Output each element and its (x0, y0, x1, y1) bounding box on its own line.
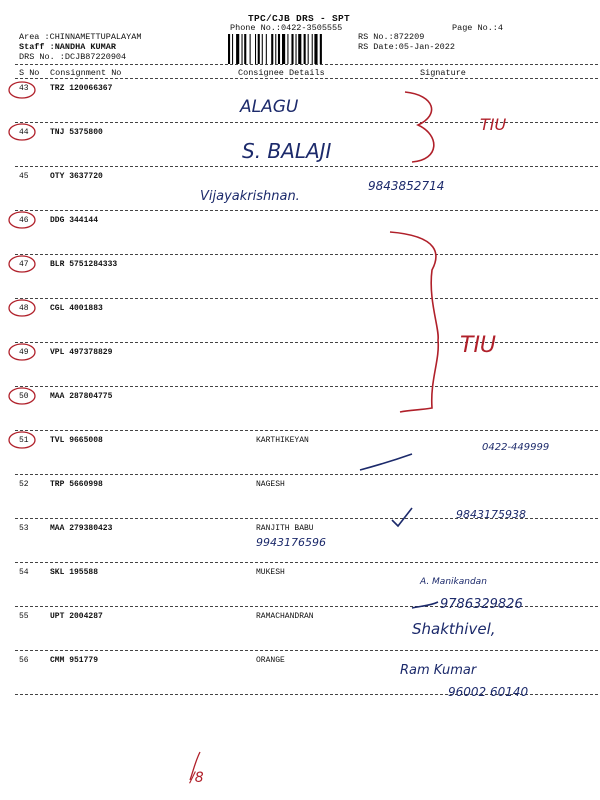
circle-43 (9, 82, 35, 98)
tick-53 (392, 508, 412, 526)
circle-44 (9, 124, 35, 140)
row-sno: 48 (19, 304, 29, 313)
row-consignment-no: UPT 2004287 (50, 612, 103, 621)
row-sno: 46 (19, 216, 29, 225)
row-consignment-no: TRZ 120066367 (50, 84, 113, 93)
hw-sakthivel: Shakthivel, (412, 620, 496, 638)
row-consignee: RAMACHANDRAN (256, 612, 314, 621)
phone-number: Phone No.:0422-3505555 (230, 23, 343, 33)
serial-circles (9, 82, 35, 448)
row-consignment-no: MAA 279380423 (50, 524, 113, 533)
col-consignment: Consignment No (50, 68, 122, 78)
col-sno: S No (19, 68, 40, 78)
col-consignee: Consignee Details (238, 68, 325, 78)
row-sno: 49 (19, 348, 29, 357)
circle-49 (9, 344, 35, 360)
rs-number: RS No.:872209 (358, 32, 425, 42)
sheet-title: TPC/CJB DRS - SPT (248, 13, 351, 24)
hw-tiu-2: TIU (460, 333, 497, 358)
hw-ranjith-phone: 9943176596 (256, 536, 326, 549)
brace-middle (390, 232, 438, 412)
row-sno: 56 (19, 656, 29, 665)
row-sno: 52 (19, 480, 29, 489)
tick-51 (360, 454, 412, 470)
hw-phone-51: 0422-449999 (482, 442, 550, 453)
area-label: Area :CHINNAMETTUPALAYAM (19, 32, 142, 42)
hw-manikandan: A. Manikandan (420, 577, 487, 587)
row-consignment-no: SKL 195588 (50, 568, 99, 577)
row-consignee: KARTHIKEYAN (256, 436, 309, 445)
row-sno: 55 (19, 612, 29, 621)
row-consignment-no: VPL 497378829 (50, 348, 113, 357)
col-signature: Signature (420, 68, 466, 78)
row-consignee: ORANGE (256, 656, 285, 665)
row-consignment-no: DDG 344144 (50, 216, 99, 225)
row-consignment-no: TNJ 5375800 (50, 128, 103, 137)
row-consignment-no: CMM 951779 (50, 656, 99, 665)
hw-page-mark: /8 (190, 770, 204, 786)
row-consignment-no: MAA 287804775 (50, 392, 113, 401)
hw-phone-54: 9786329826 (440, 597, 523, 612)
hw-alagu: ALAGU (240, 97, 299, 117)
staff-label: Staff :NANDHA KUMAR (19, 42, 116, 52)
hw-balaji: S. BALAJI (242, 139, 332, 163)
circle-50 (9, 388, 35, 404)
hw-phone-56: 96002 60140 (448, 685, 529, 699)
row-consignment-no: TVL 9665008 (50, 436, 103, 445)
row-sno: 44 (19, 128, 29, 137)
row-sno: 54 (19, 568, 29, 577)
hw-tiu-1: TIU (480, 115, 507, 134)
circle-48 (9, 300, 35, 316)
row-consignment-no: BLR 5751284333 (50, 260, 118, 269)
brace-top (405, 92, 434, 162)
hw-ramkumar: Ram Kumar (400, 663, 477, 678)
row-sno: 53 (19, 524, 29, 533)
row-sno: 45 (19, 172, 29, 181)
row-consignee: MUKESH (256, 568, 285, 577)
row-sno: 43 (19, 84, 29, 93)
hw-phone-53a: 9843175938 (456, 508, 526, 521)
circle-51 (9, 432, 35, 448)
row-sno: 51 (19, 436, 29, 445)
hw-phone-45: 9843852714 (368, 179, 445, 193)
row-consignment-no: TRP 5660998 (50, 480, 103, 489)
rs-date: RS Date:05-Jan-2022 (358, 42, 455, 52)
row-sno: 47 (19, 260, 29, 269)
drs-number: DRS No. :DCJB87220904 (19, 52, 127, 62)
hw-vijayakrishnan: Vijayakrishnan. (200, 189, 300, 204)
row-consignment-no: CGL 4001883 (50, 304, 103, 313)
row-consignee: NAGESH (256, 480, 285, 489)
row-consignee: RANJITH BABU (256, 524, 314, 533)
row-sno: 50 (19, 392, 29, 401)
tick-54 (412, 602, 438, 608)
circle-46 (9, 212, 35, 228)
row-consignment-no: OTY 3637720 (50, 172, 103, 181)
page-number: Page No.:4 (452, 23, 504, 33)
circle-47 (9, 256, 35, 272)
